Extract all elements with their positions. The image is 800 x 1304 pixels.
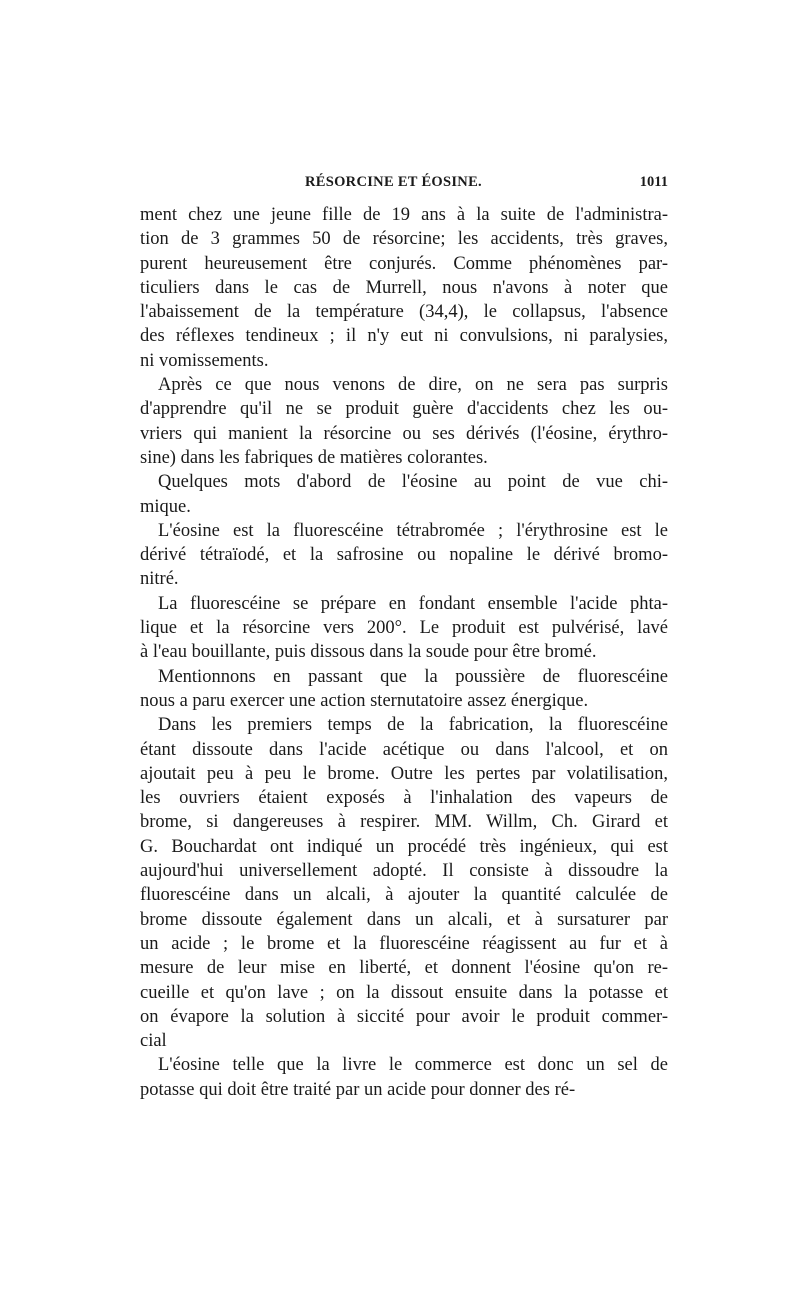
text-line: à l'eau bouillante, puis dissous dans la soude pour être bromé. [140,642,597,663]
text-line: ment chez une jeune fille de 19 ans à la suite de l'administra- [140,205,668,225]
page-header [140,174,668,196]
text-line: L'éosine telle que la livre le commerce est donc un sel de [158,1055,668,1076]
paragraph [140,519,668,592]
page-number: 1011 [639,174,668,190]
running-title: RÉSORCINE ET ÉOSINE. [305,174,482,190]
text-line: purent heureusement être conjurés. Comme phénomènes par- [140,253,668,274]
text-line: sine) dans les fabriques de matières colorantes. [140,447,488,468]
text-line: mesure de leur mise en liberté, et donnent l'éosine qu'on re- [140,958,668,979]
paragraph [140,373,668,470]
text-line: brome dissoute également dans un alcali, et à sursaturer par [140,909,668,930]
text-line: cial [140,1031,167,1052]
text-line: lique et la résorcine vers 200°. Le produit est pulvérisé, lavé [140,618,668,639]
text-line: l'abaissement de la température (34,4), le collapsus, l'absence [140,302,668,323]
text-line: dérivé tétraïodé, et la safrosine ou nopaline le dérivé bromo- [140,545,668,566]
text-line: vriers qui manient la résorcine ou ses dérivés (l'éosine, érythro- [140,423,668,444]
paragraph [140,203,668,373]
text-line: Quelques mots d'abord de l'éosine au point de vue chi- [158,472,668,493]
text-line: les ouvriers étaient exposés à l'inhalation des vapeurs de [140,788,668,809]
paragraph [140,713,668,1053]
text-line: étant dissoute dans l'acide acétique ou dans l'alcool, et on [140,739,668,760]
text-line: tion de 3 grammes 50 de résorcine; les accidents, très graves, [140,229,668,250]
text-line: G. Bouchardat ont indiqué un procédé très ingénieux, qui est [140,836,668,857]
text-line: Mentionnons en passant que la poussière de fluorescéine [158,666,668,687]
text-line: ticuliers dans le cas de Murrell, nous n'avons à noter que [140,277,668,298]
text-line: cueille et qu'on lave ; on la dissout ensuite dans la potasse et [140,982,668,1003]
text-line: ni vomissements. [140,350,269,371]
text-line: L'éosine est la fluorescéine tétrabromée ; l'érythrosine est le [158,520,668,541]
text-line: on évapore la solution à siccité pour avoir le produit commer- [140,1006,668,1027]
text-line: nitré. [140,569,179,590]
text-line: aujourd'hui universellement adopté. Il consiste à dissoudre la [140,861,668,882]
text-line: La fluorescéine se prépare en fondant ensemble l'acide phta- [158,593,668,614]
text-line: fluorescéine dans un alcali, à ajouter la quantité calculée de [140,885,668,906]
paragraph [140,665,668,714]
text-line: des réflexes tendineux ; il n'y eut ni convulsions, ni paralysies, [140,326,668,347]
text-line: potasse qui doit être traité par un acide pour donner des ré- [140,1079,576,1100]
text-line: Après ce que nous venons de dire, on ne sera pas surpris [158,375,668,396]
text-line: Dans les premiers temps de la fabrication, la fluorescéine [158,715,668,736]
paragraph [140,470,668,519]
text-line: un acide ; le brome et la fluorescéine réagissent au fur et à [140,933,668,954]
text-line: mique. [140,496,191,517]
text-line: nous a paru exercer une action sternutatoire assez énergique. [140,690,589,711]
text-line: brome, si dangereuses à respirer. MM. Willm, Ch. Girard et [140,812,668,833]
text-line: d'apprendre qu'il ne se produit guère d'accidents chez les ou- [140,399,668,420]
paragraph [140,1053,668,1102]
body-text [140,203,668,1102]
text-line: ajoutait peu à peu le brome. Outre les pertes par volatilisation, [140,763,668,784]
paragraph [140,592,668,665]
